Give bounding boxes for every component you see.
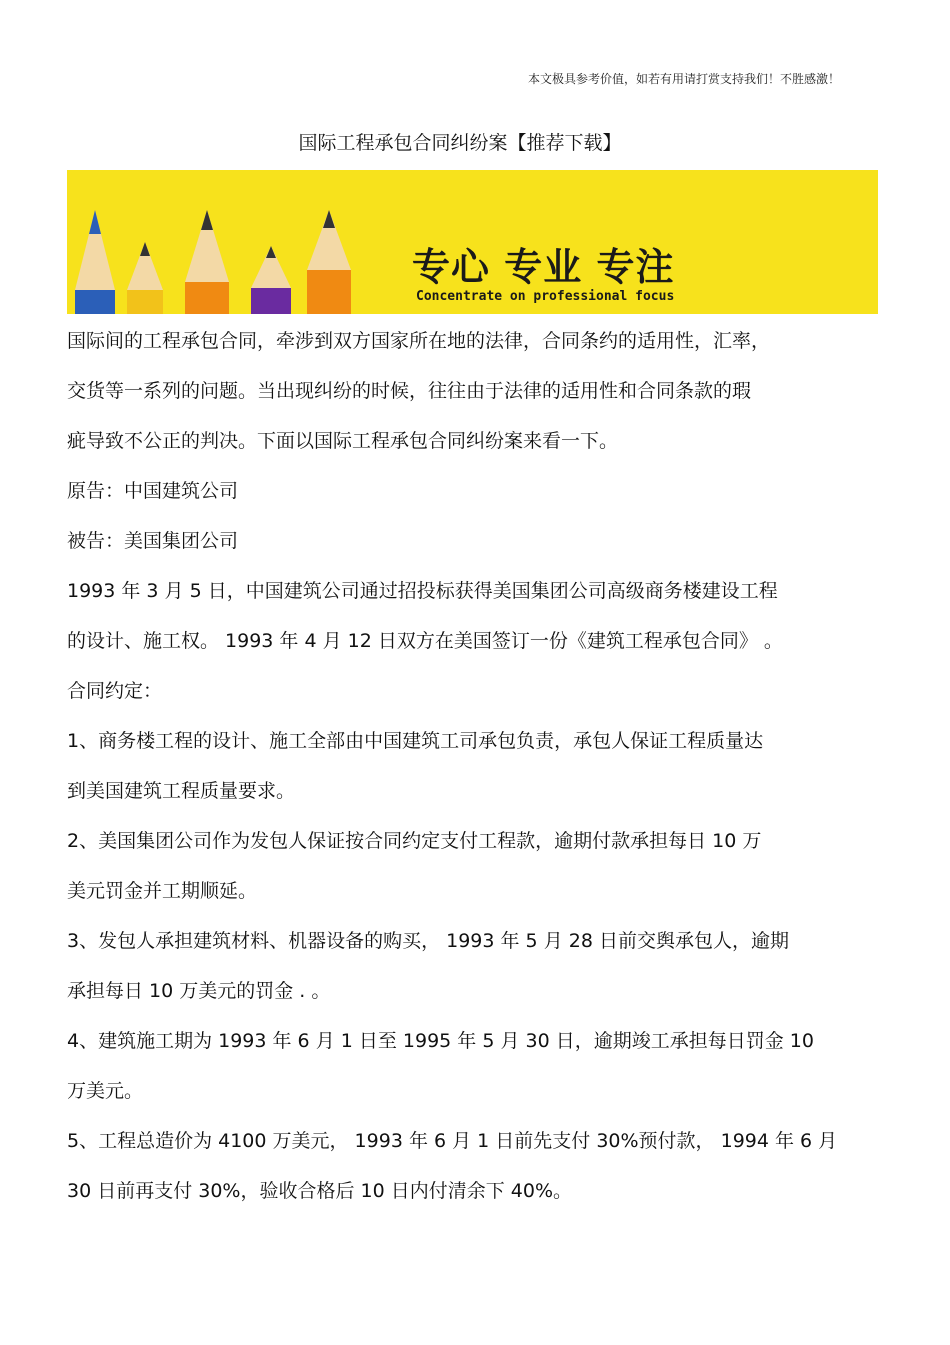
body-line: 疵导致不公正的判决。下面以国际工程承包合同纠纷案来看一下。 (67, 430, 619, 452)
document-title: 国际工程承包合同纠纷案【推荐下载】 (298, 132, 622, 154)
banner-subtitle: Concentrate on professional focus (416, 289, 675, 304)
term-3-cont: 承担每日 10 万美元的罚金 . 。 (67, 980, 331, 1002)
body-line: 交货等一系列的问题。当出现纠纷的时候，往往由于法律的适用性和合同条款的瑕 (67, 380, 752, 402)
term-2-cont: 美元罚金并工期顺延。 (67, 880, 258, 902)
defendant-line: 被告：美国集团公司 (67, 530, 239, 552)
banner-image (67, 170, 878, 314)
term-1: 1、商务楼工程的设计、施工全部由中国建筑工司承包负责，承包人保证工程质量达 (67, 730, 764, 752)
term-3: 3、发包人承担建筑材料、机器设备的购买， 1993 年 5 月 28 日前交舆承包人，逾期 (67, 930, 789, 952)
body-line: 1993 年 3 月 5 日，中国建筑公司通过招投标获得美国集团公司高级商务楼建设工程 (67, 580, 778, 602)
banner-title: 专心 专业 专注 (412, 245, 675, 289)
body-line: 的设计、施工权。 1993 年 4 月 12 日双方在美国签订一份《建筑工程承包合同》 。 (67, 630, 783, 652)
term-2: 2、美国集团公司作为发包人保证按合同约定支付工程款，逾期付款承担每日 10 万 (67, 830, 762, 852)
contract-terms-heading: 合同约定： (67, 680, 163, 702)
plaintiff-line: 原告：中国建筑公司 (67, 480, 239, 502)
document-body (67, 326, 887, 1226)
body-line: 国际间的工程承包合同，牵涉到双方国家所在地的法律，合同条约的适用性，汇率， (67, 330, 771, 352)
term-5-cont: 30 日前再支付 30%，验收合格后 10 日内付清余下 40%。 (67, 1180, 573, 1202)
term-4: 4、建筑施工期为 1993 年 6 月 1 日至 1995 年 5 月 30 日，逾期竣工承担每日罚金 10 (67, 1030, 814, 1052)
term-1-cont: 到美国建筑工程质量要求。 (67, 780, 296, 802)
term-4-cont: 万美元。 (67, 1080, 144, 1102)
header-note: 本文极具参考价值，如若有用请打赏支持我们！不胜感激！ (527, 72, 840, 86)
term-5: 5、工程总造价为 4100 万美元， 1993 年 6 月 1 日前先支付 30%预付款， 1994 年 6 月 (67, 1130, 838, 1152)
